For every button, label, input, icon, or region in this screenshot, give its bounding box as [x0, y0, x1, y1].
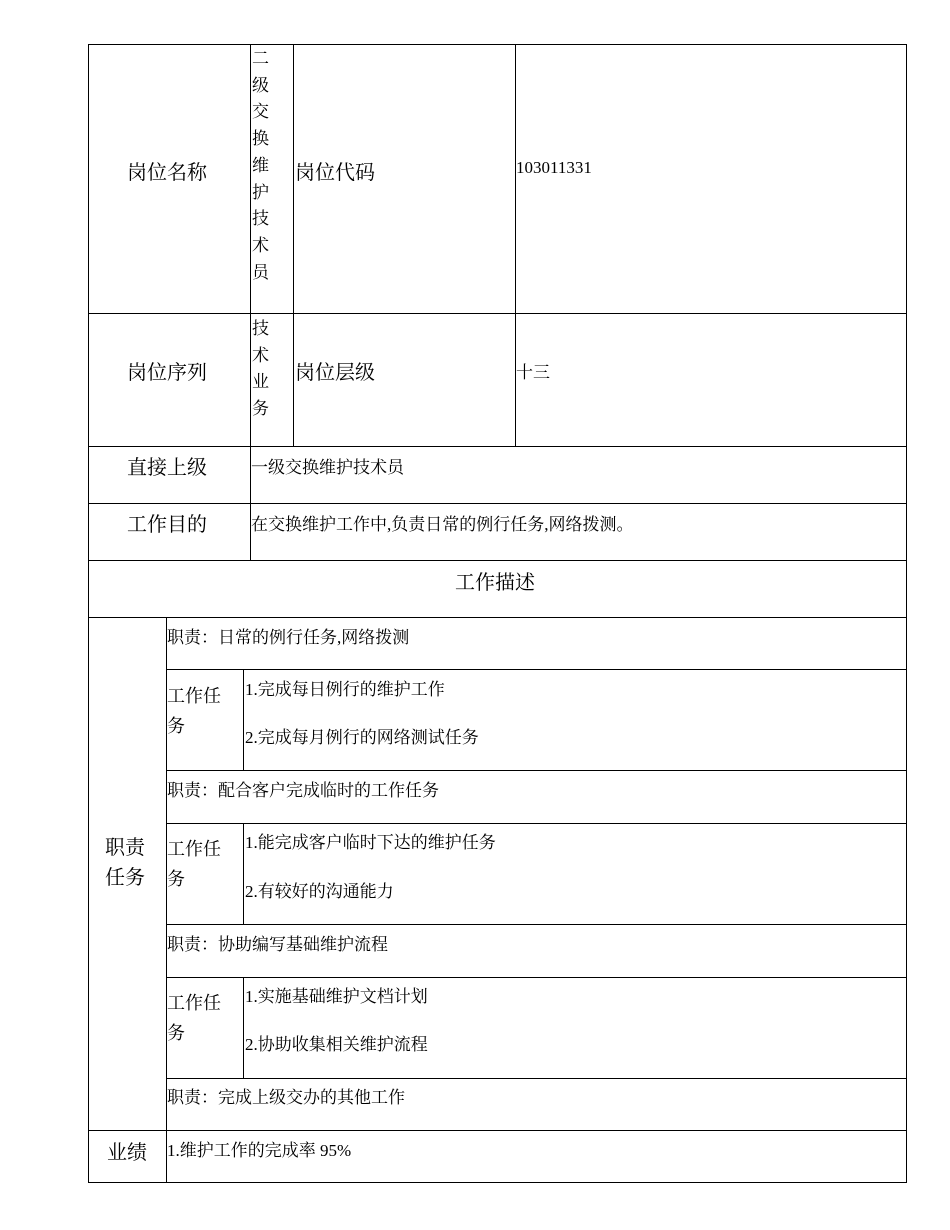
supervisor-value: 一级交换维护技术员	[251, 458, 404, 477]
task-item: 1.能完成客户临时下达的维护任务	[245, 833, 496, 852]
task-item: 1.实施基础维护文档计划	[245, 987, 428, 1006]
position-name-label: 岗位名称	[127, 162, 207, 184]
duty-title: 职责：完成上级交办的其他工作	[167, 1088, 405, 1107]
performance-value: 1.维护工作的完成率 95%	[167, 1141, 352, 1160]
task-label: 工作任务	[167, 686, 221, 736]
performance-label: 业绩	[107, 1142, 147, 1164]
task-label: 工作任务	[167, 993, 221, 1043]
position-code-label: 岗位代码	[295, 162, 375, 184]
position-code-value: 103011331	[516, 158, 592, 177]
duty-title: 职责：协助编写基础维护流程	[167, 935, 388, 954]
task-item: 1.完成每日例行的维护工作	[245, 680, 445, 699]
task-label: 工作任务	[167, 839, 221, 889]
task-item: 2.协助收集相关维护流程	[245, 1035, 428, 1054]
duties-label: 职责任务	[105, 837, 145, 889]
supervisor-label: 直接上级	[127, 457, 207, 479]
task-item: 2.完成每月例行的网络测试任务	[245, 728, 479, 747]
duty-title: 职责：配合客户完成临时的工作任务	[167, 781, 439, 800]
task-item: 2.有较好的沟通能力	[245, 882, 394, 901]
position-level-label: 岗位层级	[295, 362, 375, 384]
position-level-value: 十三	[516, 363, 550, 382]
position-sequence-value: 技术业务	[252, 319, 269, 419]
purpose-value: 在交换维护工作中,负责日常的例行任务,网络拨测。	[251, 515, 634, 534]
duty-title: 职责：日常的例行任务,网络拨测	[167, 628, 410, 647]
position-name-value: 二级交换维护技术员	[252, 49, 269, 282]
position-sequence-label: 岗位序列	[127, 362, 207, 384]
purpose-label: 工作目的	[127, 514, 207, 536]
description-header: 工作描述	[455, 572, 535, 594]
